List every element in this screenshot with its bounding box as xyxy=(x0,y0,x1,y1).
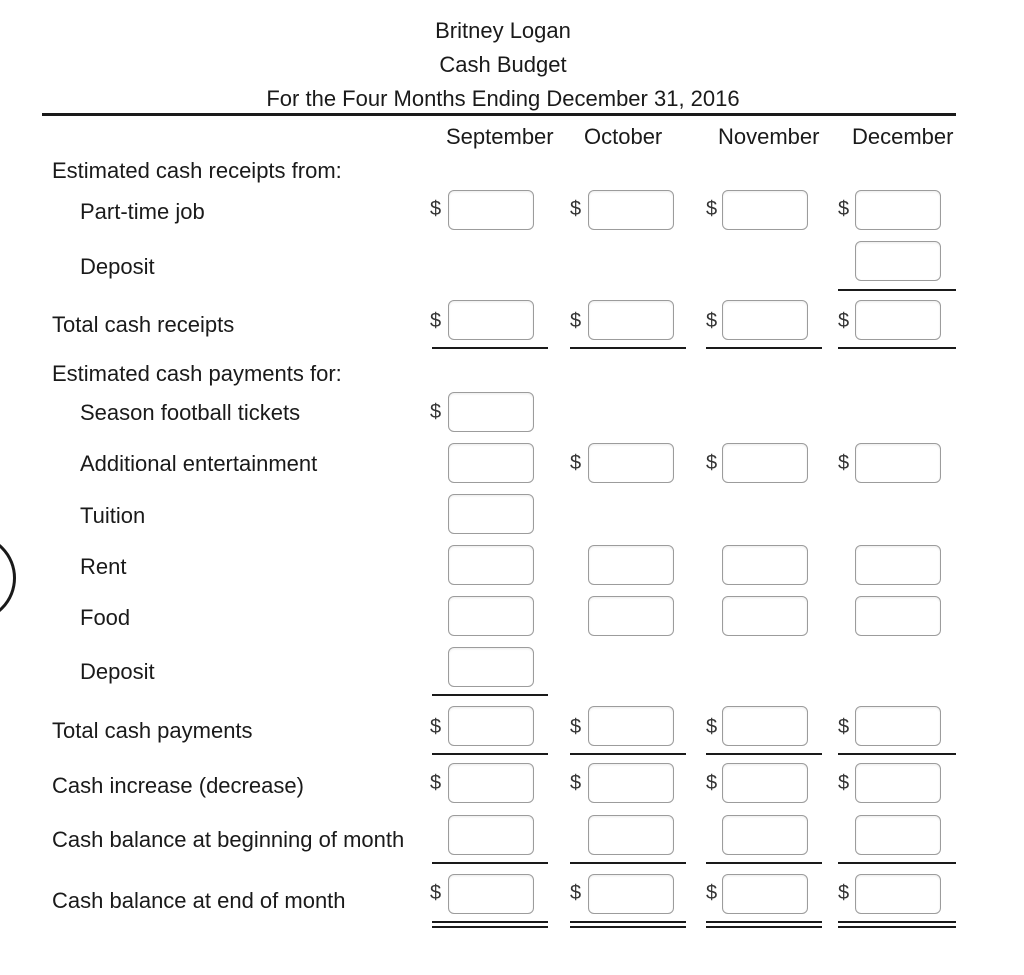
input-beginning-balance-october[interactable] xyxy=(588,815,674,855)
header-rule xyxy=(42,113,956,116)
month-header-november: November xyxy=(718,124,820,149)
input-food-october[interactable] xyxy=(588,596,674,636)
dollar-sign: $ xyxy=(706,882,718,904)
dollar-sign: $ xyxy=(570,882,582,904)
dollar-sign: $ xyxy=(570,310,582,332)
label-tuition: Tuition xyxy=(80,503,146,528)
dollar-sign: $ xyxy=(838,716,850,738)
total-rule xyxy=(570,753,686,755)
total-rule xyxy=(838,753,956,755)
person-name: Britney Logan xyxy=(435,18,571,43)
input-deposit-receipt-december[interactable] xyxy=(855,241,941,281)
input-rent-november[interactable] xyxy=(722,545,808,585)
dollar-sign: $ xyxy=(706,198,718,220)
total-rule xyxy=(706,753,822,755)
dollar-sign: $ xyxy=(570,772,582,794)
label-part-time-job: Part-time job xyxy=(80,199,205,224)
dollar-sign: $ xyxy=(838,198,850,220)
input-beginning-balance-december[interactable] xyxy=(855,815,941,855)
dollar-sign: $ xyxy=(570,452,582,474)
label-total-payments: Total cash payments xyxy=(52,718,253,743)
label-ending-balance: Cash balance at end of month xyxy=(52,888,346,913)
dollar-sign: $ xyxy=(430,772,442,794)
dollar-sign: $ xyxy=(430,716,442,738)
input-beginning-balance-september[interactable] xyxy=(448,815,534,855)
input-entertainment-september[interactable] xyxy=(448,443,534,483)
label-football-tickets: Season football tickets xyxy=(80,400,301,425)
total-rule xyxy=(570,347,686,349)
partial-circle-icon xyxy=(0,534,16,622)
input-ending-balance-october[interactable] xyxy=(588,874,674,914)
input-food-november[interactable] xyxy=(722,596,808,636)
input-total-payments-november[interactable] xyxy=(722,706,808,746)
subtotal-rule xyxy=(570,862,686,864)
dollar-sign: $ xyxy=(570,198,582,220)
input-total-receipts-september[interactable] xyxy=(448,300,534,340)
double-rule-top xyxy=(706,921,822,923)
total-rule xyxy=(706,347,822,349)
dollar-sign: $ xyxy=(838,772,850,794)
input-increase-decrease-november[interactable] xyxy=(722,763,808,803)
dollar-sign: $ xyxy=(430,882,442,904)
receipts-heading: Estimated cash receipts from: xyxy=(52,158,342,183)
input-entertainment-october[interactable] xyxy=(588,443,674,483)
label-deposit-payment: Deposit xyxy=(80,659,155,684)
total-rule xyxy=(432,753,548,755)
double-rule-bottom xyxy=(706,926,822,928)
total-rule xyxy=(838,347,956,349)
label-beginning-balance: Cash balance at beginning of month xyxy=(52,827,405,852)
input-increase-decrease-december[interactable] xyxy=(855,763,941,803)
month-header-september: September xyxy=(446,124,554,149)
input-football-tickets-september[interactable] xyxy=(448,392,534,432)
dollar-sign: $ xyxy=(430,198,442,220)
subtotal-rule xyxy=(706,862,822,864)
input-part-time-job-december[interactable] xyxy=(855,190,941,230)
dollar-sign: $ xyxy=(706,310,718,332)
input-food-december[interactable] xyxy=(855,596,941,636)
dollar-sign: $ xyxy=(430,401,442,423)
input-total-receipts-october[interactable] xyxy=(588,300,674,340)
input-ending-balance-september[interactable] xyxy=(448,874,534,914)
input-part-time-job-september[interactable] xyxy=(448,190,534,230)
dollar-sign: $ xyxy=(706,716,718,738)
input-rent-october[interactable] xyxy=(588,545,674,585)
subtotal-rule xyxy=(838,289,956,291)
input-total-payments-september[interactable] xyxy=(448,706,534,746)
dollar-sign: $ xyxy=(838,452,850,474)
statement-title: Cash Budget xyxy=(439,52,567,77)
double-rule-bottom xyxy=(570,926,686,928)
input-ending-balance-november[interactable] xyxy=(722,874,808,914)
double-rule-bottom xyxy=(432,926,548,928)
input-tuition-september[interactable] xyxy=(448,494,534,534)
input-entertainment-december[interactable] xyxy=(855,443,941,483)
double-rule-top xyxy=(838,921,956,923)
label-increase-decrease: Cash increase (decrease) xyxy=(52,773,304,798)
dollar-sign: $ xyxy=(838,882,850,904)
label-food: Food xyxy=(80,605,131,630)
input-increase-decrease-october[interactable] xyxy=(588,763,674,803)
label-entertainment: Additional entertainment xyxy=(80,451,318,476)
input-total-payments-october[interactable] xyxy=(588,706,674,746)
double-rule-top xyxy=(432,921,548,923)
subtotal-rule xyxy=(838,862,956,864)
input-beginning-balance-november[interactable] xyxy=(722,815,808,855)
input-total-receipts-december[interactable] xyxy=(855,300,941,340)
input-increase-decrease-september[interactable] xyxy=(448,763,534,803)
double-rule-top xyxy=(570,921,686,923)
input-part-time-job-october[interactable] xyxy=(588,190,674,230)
subtotal-rule xyxy=(432,694,548,696)
dollar-sign: $ xyxy=(570,716,582,738)
label-total-receipts: Total cash receipts xyxy=(52,312,235,337)
dollar-sign: $ xyxy=(838,310,850,332)
payments-heading: Estimated cash payments for: xyxy=(52,361,342,386)
input-rent-september[interactable] xyxy=(448,545,534,585)
dollar-sign: $ xyxy=(430,310,442,332)
double-rule-bottom xyxy=(838,926,956,928)
input-total-payments-december[interactable] xyxy=(855,706,941,746)
label-deposit-receipt: Deposit xyxy=(80,254,155,279)
input-ending-balance-december[interactable] xyxy=(855,874,941,914)
input-part-time-job-november[interactable] xyxy=(722,190,808,230)
subtotal-rule xyxy=(432,862,548,864)
statement-period: For the Four Months Ending December 31, 2016 xyxy=(266,86,740,111)
input-entertainment-november[interactable] xyxy=(722,443,808,483)
input-total-receipts-november[interactable] xyxy=(722,300,808,340)
dollar-sign: $ xyxy=(706,772,718,794)
total-rule xyxy=(432,347,548,349)
input-rent-december[interactable] xyxy=(855,545,941,585)
label-rent: Rent xyxy=(80,554,127,579)
input-food-september[interactable] xyxy=(448,596,534,636)
month-header-october: October xyxy=(584,124,663,149)
input-deposit-payment-september[interactable] xyxy=(448,647,534,687)
month-header-december: December xyxy=(852,124,954,149)
dollar-sign: $ xyxy=(706,452,718,474)
